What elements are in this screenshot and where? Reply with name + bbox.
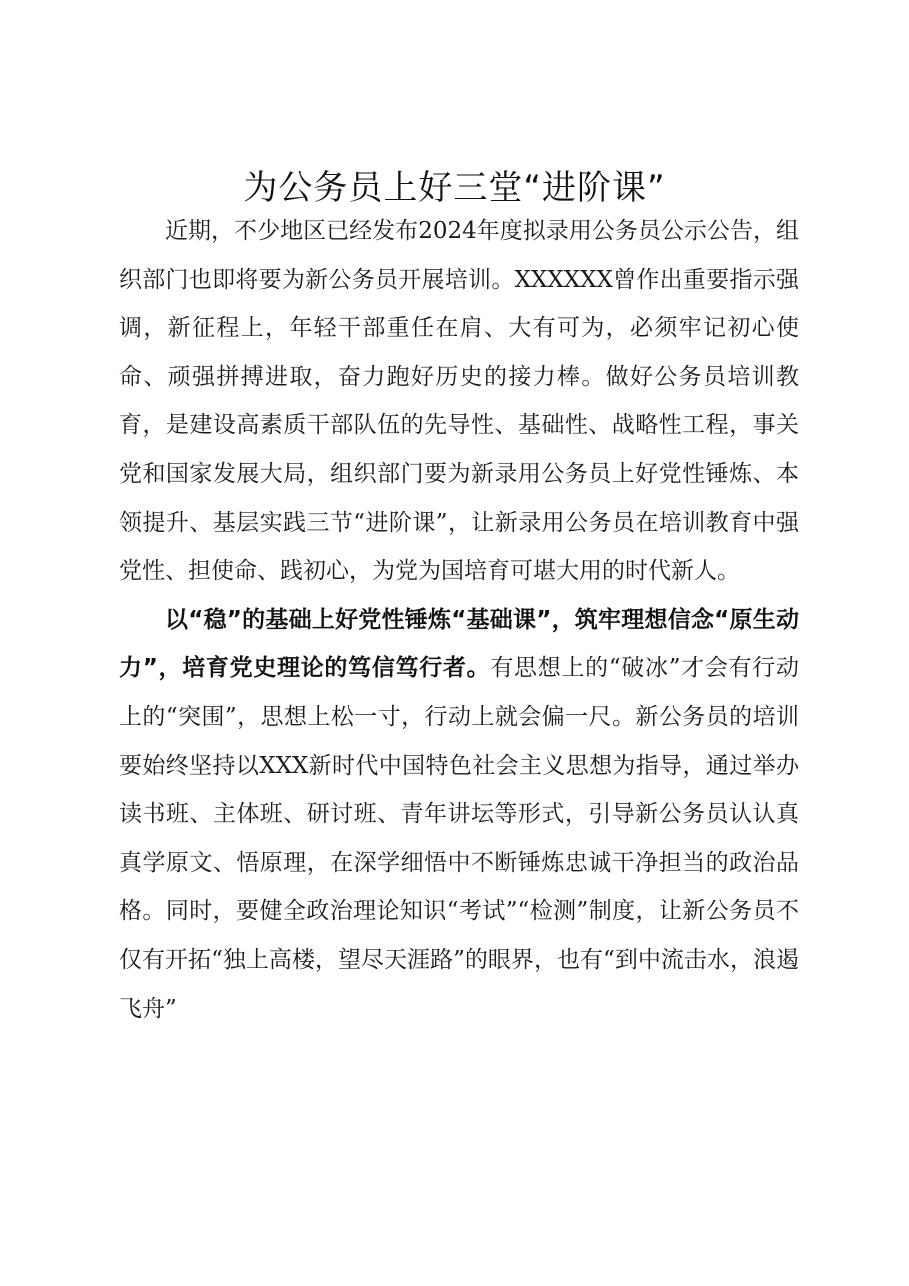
document-title: 为公务员上好三堂“进阶课” [243,168,666,208]
document-body [119,207,799,1033]
paragraph-intro-text: 近期，不少地区已经发布2024年度拟录用公务员公示公告，组织部门也即将要为新公务员开展培训。XXXXXX曾作出重要指示强调，新征程上，年轻干部重任在肩、大有可为，必须牢记初心使命、顽强拼搏进取，奋力跑好历史的接力棒。做好公务员培训教育，是建设高素质干部队伍的先导性、基础性、战略性工程，事关党和国家发展大局，组织部门要为新录用公务员上好党性锤炼、本领提升、基层实践三节“进阶课”，让新录用公务员在培训教育中强党性、担使命、践初心，为党为国培育可堪大用的时代新人。 [119,218,799,585]
section-one-text: 有思想上的“破冰”才会有行动上的“突围”，思想上松一寸，行动上就会偏一尺。新公务员的培训要始终坚持以XXX新时代中国特色社会主义思想为指导，通过举办读书班、主体班、研讨班、青年讲坛等形式，引导新公务员认认真真学原文、悟原理，在深学细悟中不断锤炼忠诚干净担当的政治品格。同时，要健全政治理论知识“考试”“检测”制度，让新公务员不仅有开拓“独上高楼，望尽天涯路”的眼界，也有“到中流击水，浪遏飞舟” [119,655,799,1022]
paragraph-intro [119,207,799,596]
section-one-heading: 以“稳”的基础上好党性锤炼“基础课”，筑牢理想信念“原生动力”，培育党史理论的笃信笃行者。 [119,606,799,682]
paragraph-section-one [119,596,799,1033]
